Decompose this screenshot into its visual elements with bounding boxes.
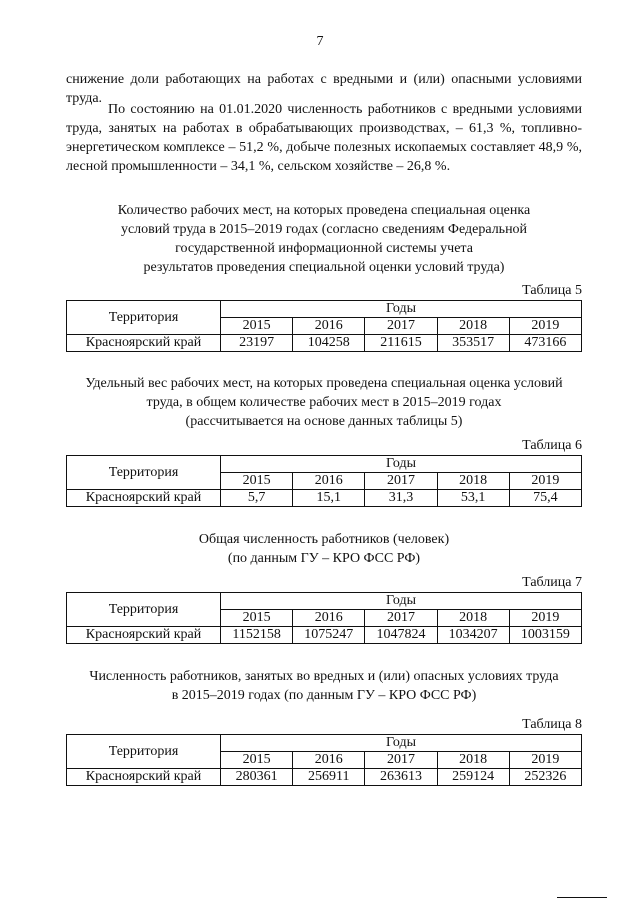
year-cell: 2017 <box>365 752 437 769</box>
territory-header: Территория <box>67 456 221 490</box>
years-header: Годы <box>221 735 582 752</box>
year-cell: 2017 <box>365 610 437 627</box>
year-cell: 2015 <box>221 610 293 627</box>
table8-label: Таблица 8 <box>522 717 582 732</box>
region-cell: Красноярский край <box>67 490 221 507</box>
value-cell: 15,1 <box>293 490 365 507</box>
year-cell: 2017 <box>365 473 437 490</box>
table6-heading <box>66 374 582 431</box>
value-cell: 263613 <box>365 769 437 786</box>
value-cell: 5,7 <box>221 490 293 507</box>
year-cell: 2016 <box>293 318 365 335</box>
years-header: Годы <box>221 593 582 610</box>
value-cell: 256911 <box>293 769 365 786</box>
territory-header: Территория <box>67 735 221 769</box>
table7 <box>66 592 582 644</box>
heading-line: (рассчитывается на основе данных таблицы 5) <box>185 414 463 429</box>
table6 <box>66 455 582 507</box>
table8 <box>66 734 582 786</box>
year-cell: 2016 <box>293 473 365 490</box>
year-cell: 2015 <box>221 318 293 335</box>
value-cell: 211615 <box>365 335 437 352</box>
heading-line: условий труда в 2015–2019 годах (согласно сведениям Федеральной <box>120 222 528 237</box>
footer-divider <box>557 897 607 898</box>
value-cell: 259124 <box>437 769 509 786</box>
value-cell: 75,4 <box>509 490 581 507</box>
year-cell: 2018 <box>437 318 509 335</box>
paragraph-statistics: По состоянию на 01.01.2020 численность работников с вредными условиями труда, занятых на работах в обрабатывающих производствах, – 61,3 %, топливно-энергетическом комплексе – 51,2 %, добыче полезных ископаемых составляет 48,9 %, лесной промышленности – 34,1 %, сельском хозяйстве – 26,8 %. <box>66 102 582 174</box>
region-cell: Красноярский край <box>67 335 221 352</box>
year-cell: 2018 <box>437 473 509 490</box>
year-cell: 2019 <box>509 473 581 490</box>
value-cell: 252326 <box>509 769 581 786</box>
table6-label: Таблица 6 <box>522 438 582 453</box>
table8-heading <box>66 667 582 705</box>
year-cell: 2018 <box>437 610 509 627</box>
heading-line: государственной информационной системы учета <box>175 241 473 256</box>
region-cell: Красноярский край <box>67 627 221 644</box>
years-header: Годы <box>221 301 582 318</box>
heading-line: Количество рабочих мест, на которых проведена специальная оценка <box>117 203 531 218</box>
year-cell: 2019 <box>509 610 581 627</box>
table5-label: Таблица 5 <box>522 283 582 298</box>
value-cell: 104258 <box>293 335 365 352</box>
value-cell: 1003159 <box>509 627 581 644</box>
value-cell: 1075247 <box>293 627 365 644</box>
heading-line: Численность работников, занятых во вредных и (или) опасных условиях труда <box>89 669 559 684</box>
year-cell: 2017 <box>365 318 437 335</box>
territory-header: Территория <box>67 593 221 627</box>
table5 <box>66 300 582 352</box>
region-cell: Красноярский край <box>67 769 221 786</box>
heading-line: труда, в общем количестве рабочих мест в 2015–2019 годах <box>146 395 502 410</box>
heading-line: Удельный вес рабочих мест, на которых проведена специальная оценка условий <box>85 376 563 391</box>
paragraph-intro: снижение доли работающих на работах с вредными и (или) опасными условиями труда. <box>66 72 582 106</box>
heading-line: Общая численность работников (человек) <box>198 532 450 547</box>
year-cell: 2016 <box>293 752 365 769</box>
value-cell: 1047824 <box>365 627 437 644</box>
value-cell: 53,1 <box>437 490 509 507</box>
heading-line: (по данным ГУ – КРО ФСС РФ) <box>227 551 421 566</box>
page-number: 7 <box>316 34 324 49</box>
year-cell: 2018 <box>437 752 509 769</box>
years-header: Годы <box>221 456 582 473</box>
year-cell: 2016 <box>293 610 365 627</box>
value-cell: 1152158 <box>221 627 293 644</box>
table7-label: Таблица 7 <box>522 575 582 590</box>
heading-line: в 2015–2019 годах (по данным ГУ – КРО ФСС РФ) <box>171 688 477 703</box>
territory-header: Территория <box>67 301 221 335</box>
year-cell: 2019 <box>509 318 581 335</box>
year-cell: 2015 <box>221 473 293 490</box>
heading-line: результатов проведения специальной оценки условий труда) <box>143 260 505 275</box>
table5-heading <box>66 201 582 277</box>
value-cell: 1034207 <box>437 627 509 644</box>
value-cell: 473166 <box>509 335 581 352</box>
year-cell: 2015 <box>221 752 293 769</box>
value-cell: 280361 <box>221 769 293 786</box>
table7-heading <box>66 530 582 568</box>
value-cell: 353517 <box>437 335 509 352</box>
year-cell: 2019 <box>509 752 581 769</box>
value-cell: 23197 <box>221 335 293 352</box>
value-cell: 31,3 <box>365 490 437 507</box>
